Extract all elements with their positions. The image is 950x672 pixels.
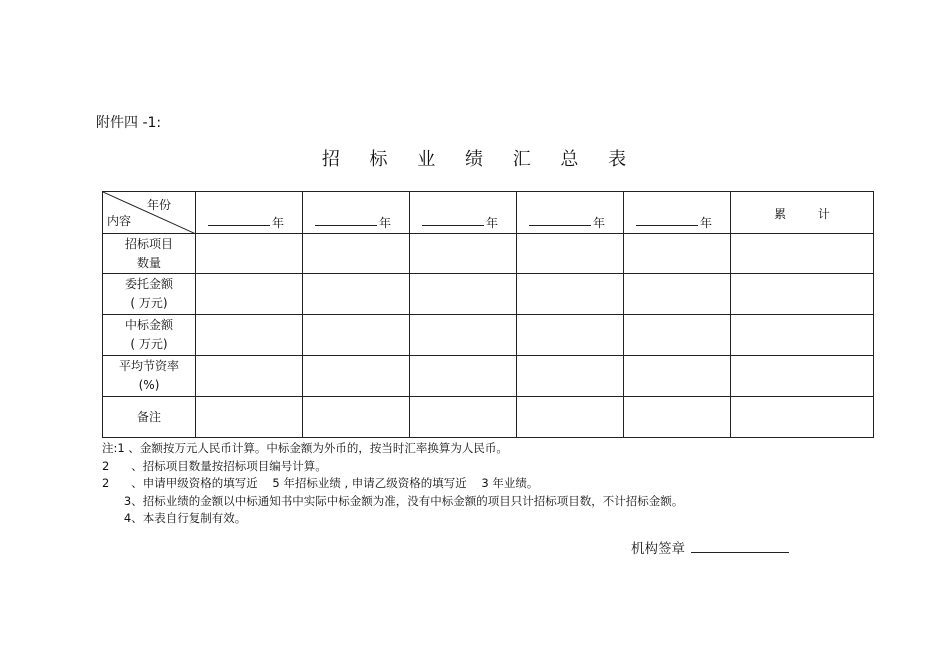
table-row [103, 315, 874, 356]
note-line-4: 3、招标业绩的金额以中标通知书中实际中标金额为准，没有中标金额的项目只计招标项目数，不计招标金额。 [102, 493, 684, 508]
cumulative-label: 累 计 [774, 207, 844, 221]
data-cell[interactable] [517, 397, 624, 438]
year-cell-2[interactable] [303, 192, 410, 234]
year-cell-4[interactable] [517, 192, 624, 234]
data-cell[interactable] [731, 274, 874, 315]
data-cell[interactable] [196, 397, 303, 438]
signature-field[interactable] [691, 540, 789, 553]
signature-block [631, 537, 789, 557]
data-cell[interactable] [624, 397, 731, 438]
data-cell[interactable] [517, 356, 624, 397]
year-unit: 年 [700, 216, 713, 230]
data-cell[interactable] [517, 315, 624, 356]
notes-block [102, 440, 683, 528]
attachment-label: 附件四 -1: [96, 115, 162, 131]
header-year-label: 年份 [146, 198, 171, 212]
row-label [103, 356, 196, 397]
row-label-line-1: 备注 [136, 409, 161, 424]
row-label-line-1: 中标金额 [124, 318, 173, 332]
year-blank [529, 224, 591, 226]
data-cell[interactable] [196, 234, 303, 274]
year-unit: 年 [379, 216, 392, 230]
data-cell[interactable] [731, 356, 874, 397]
data-cell[interactable] [624, 356, 731, 397]
data-cell[interactable] [196, 274, 303, 315]
note-line-2: 2 、招标项目数量按招标项目编号计算。 [102, 458, 327, 473]
data-cell[interactable] [624, 315, 731, 356]
summary-table [102, 191, 874, 438]
year-blank [422, 224, 484, 226]
row-label-line-2: ( 万元) [130, 337, 168, 351]
row-label-line-2: ( 万元) [130, 296, 168, 310]
data-cell[interactable] [517, 274, 624, 315]
data-cell[interactable] [624, 234, 731, 274]
year-blank [315, 224, 377, 226]
data-cell[interactable] [731, 315, 874, 356]
row-label-line-1: 平均节资率 [118, 359, 179, 373]
cumulative-header [731, 192, 874, 234]
data-cell[interactable] [196, 315, 303, 356]
note-line-5: 4、本表自行复制有效。 [102, 511, 247, 525]
year-blank [208, 224, 270, 226]
data-cell[interactable] [731, 234, 874, 274]
data-cell[interactable] [731, 397, 874, 438]
data-cell[interactable] [410, 315, 517, 356]
year-blank [636, 224, 698, 226]
row-label-line-1: 委托金额 [124, 277, 173, 291]
data-cell[interactable] [303, 356, 410, 397]
data-cell[interactable] [303, 397, 410, 438]
year-unit: 年 [486, 216, 499, 230]
table-row [103, 274, 874, 315]
header-row [103, 192, 874, 234]
signature-label: 机构签章 [631, 541, 685, 557]
note-line-3: 2 、申请甲级资格的填写近 5 年招标业绩 , 申请乙级资格的填写近 3 年业绩。 [102, 476, 539, 490]
table-row [103, 397, 874, 438]
data-cell[interactable] [517, 234, 624, 274]
row-label [103, 397, 196, 438]
header-content-label: 内容 [107, 214, 132, 228]
data-cell[interactable] [624, 274, 731, 315]
year-cell-5[interactable] [624, 192, 731, 234]
page-title: 招 标 业 绩 汇 总 表 [321, 149, 639, 170]
row-label [103, 234, 196, 274]
data-cell[interactable] [410, 356, 517, 397]
row-label-line-2: (%) [138, 378, 160, 392]
row-label [103, 274, 196, 315]
year-unit: 年 [593, 216, 606, 230]
data-cell[interactable] [410, 234, 517, 274]
header-corner-cell [103, 192, 196, 234]
data-cell[interactable] [303, 315, 410, 356]
data-cell[interactable] [410, 397, 517, 438]
note-line-1: 注:1 、金额按万元人民币计算。中标金额为外币的，按当时汇率换算为人民币。 [102, 441, 508, 455]
table-row [103, 356, 874, 397]
data-cell[interactable] [196, 356, 303, 397]
table-row [103, 234, 874, 274]
year-cell-3[interactable] [410, 192, 517, 234]
data-cell[interactable] [303, 234, 410, 274]
year-cell-1[interactable] [196, 192, 303, 234]
row-label [103, 315, 196, 356]
data-cell[interactable] [410, 274, 517, 315]
row-label-line-1: 招标项目 [124, 236, 173, 251]
row-label-line-2: 数量 [136, 255, 161, 270]
data-cell[interactable] [303, 274, 410, 315]
year-unit: 年 [272, 216, 285, 230]
